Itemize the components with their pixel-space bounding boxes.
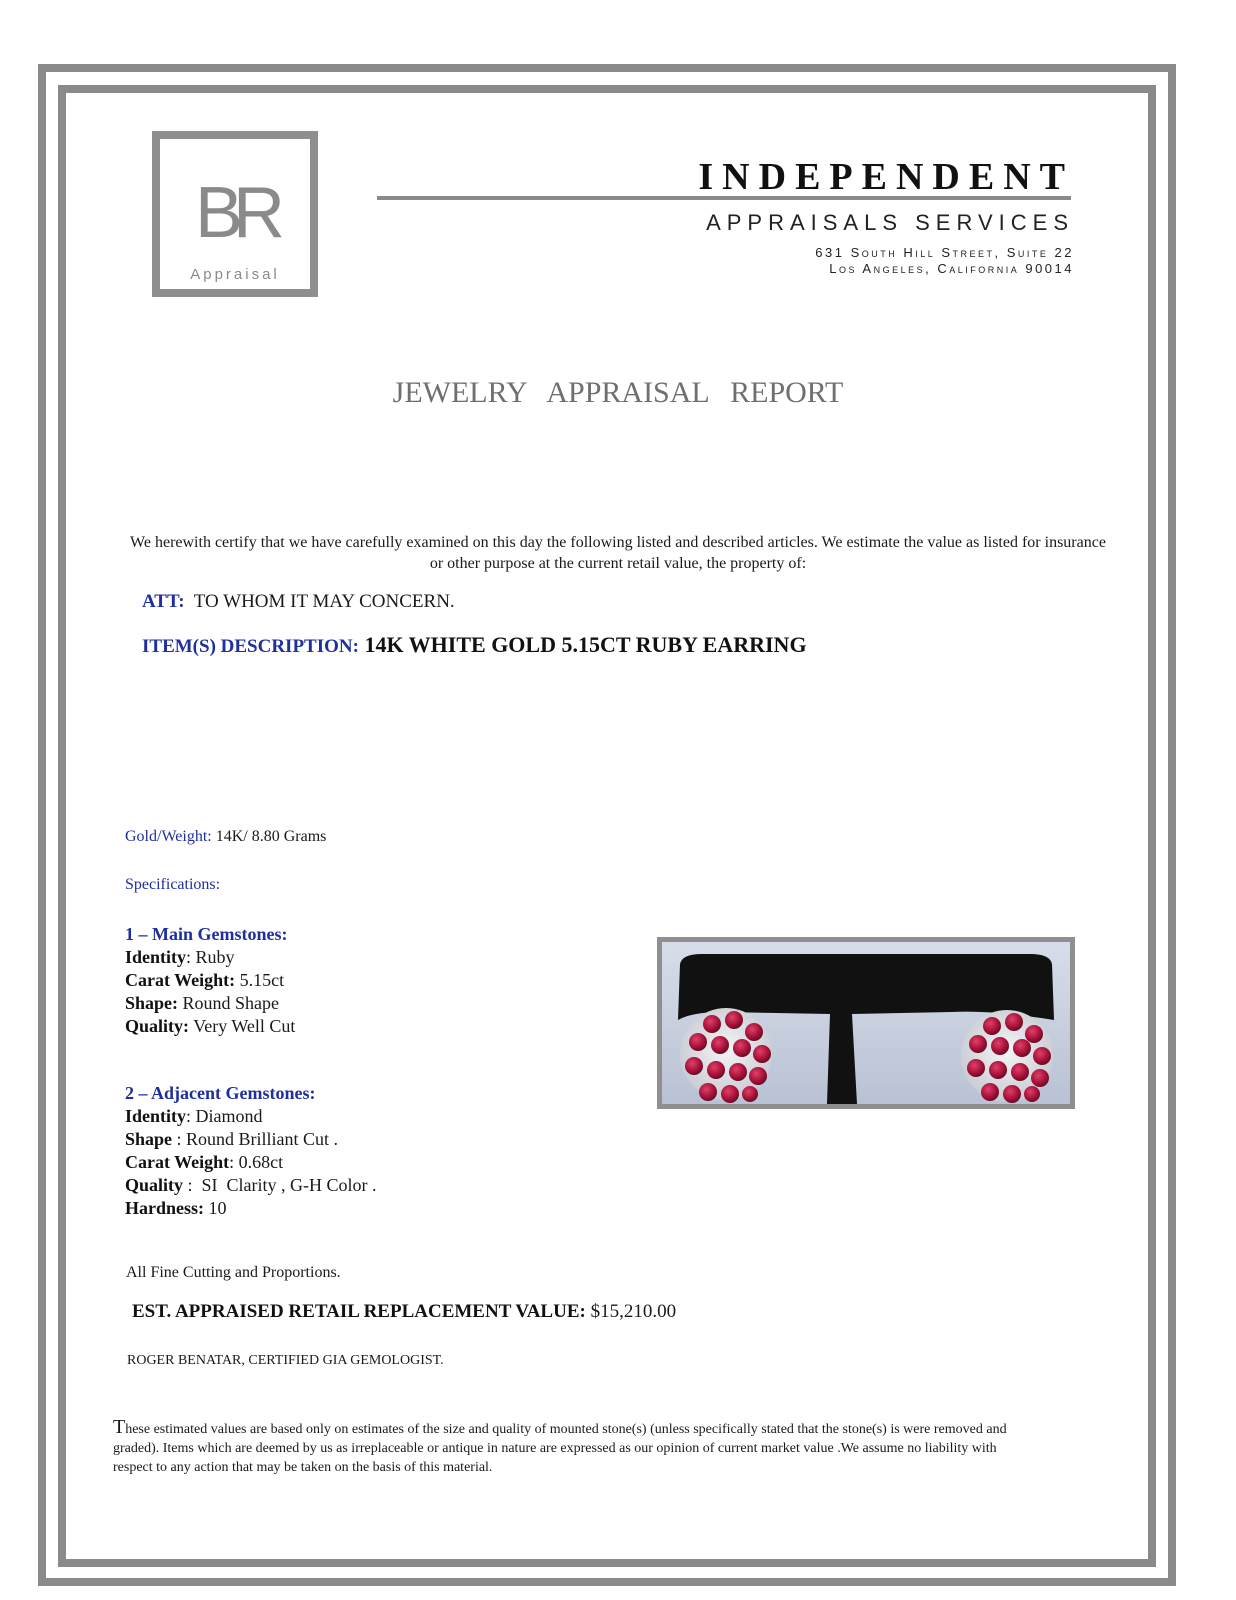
disclaimer bbox=[113, 1418, 1033, 1477]
main-shape-label: Shape: bbox=[125, 993, 179, 1013]
main-shape bbox=[125, 992, 295, 1015]
adjacent-gemstones-heading: 2 – Adjacent Gemstones: bbox=[125, 1083, 316, 1103]
certification-statement: We herewith certify that we have carefully examined on this day the following listed and described articles. We estimate the value as listed for insurance or other purpose at the current retail value, the property of: bbox=[130, 534, 1106, 572]
adj-identity bbox=[125, 1105, 377, 1128]
adj-shape-value: : Round Brilliant Cut . bbox=[172, 1129, 339, 1149]
adj-carat bbox=[125, 1151, 377, 1174]
main-identity-value: : Ruby bbox=[186, 947, 235, 967]
disclaimer-initial: T bbox=[113, 1416, 126, 1438]
adj-hardness-label: Hardness: bbox=[125, 1198, 205, 1218]
estimated-value-amount: $15,210.00 bbox=[590, 1301, 677, 1322]
report-title: JEWELRY APPRAISAL REPORT bbox=[392, 376, 844, 409]
att-line bbox=[142, 591, 455, 613]
item-label: ITEM(S) DESCRIPTION: bbox=[142, 636, 359, 657]
main-shape-value: Round Shape bbox=[182, 993, 280, 1013]
gold-weight-value: 14K/ 8.80 Grams bbox=[215, 828, 327, 845]
address-line-1: 631 South Hill Street, Suite 22 bbox=[815, 245, 1074, 260]
main-gemstones-heading: 1 – Main Gemstones: bbox=[125, 924, 288, 944]
gold-weight-label: Gold/Weight: bbox=[125, 828, 212, 845]
adj-hardness-value: 10 bbox=[208, 1198, 227, 1218]
item-value: 14K WHITE GOLD 5.15CT RUBY EARRING bbox=[364, 632, 807, 657]
adj-quality bbox=[125, 1174, 377, 1197]
adj-shape-label: Shape bbox=[125, 1129, 173, 1149]
adj-quality-label: Quality bbox=[125, 1175, 184, 1195]
specifications-label: Specifications: bbox=[125, 876, 221, 893]
appraisal-logo bbox=[152, 131, 318, 297]
adj-identity-label: Identity bbox=[125, 1106, 187, 1126]
address-line-2: Los Angeles, California 90014 bbox=[829, 261, 1074, 276]
att-label: ATT: bbox=[142, 591, 185, 612]
fine-cutting-note: All Fine Cutting and Proportions. bbox=[126, 1264, 341, 1281]
company-address bbox=[815, 245, 1074, 277]
main-carat-label: Carat Weight: bbox=[125, 970, 236, 990]
att-value: TO WHOM IT MAY CONCERN. bbox=[193, 591, 455, 612]
main-carat bbox=[125, 969, 295, 992]
logo-mark: BR bbox=[194, 173, 276, 253]
main-quality bbox=[125, 1015, 295, 1038]
adj-carat-value: : 0.68ct bbox=[229, 1152, 284, 1172]
estimated-value-label: EST. APPRAISED RETAIL REPLACEMENT VALUE: bbox=[132, 1301, 586, 1322]
estimated-value bbox=[132, 1301, 676, 1323]
inner-border bbox=[58, 85, 1156, 1567]
logo-word: Appraisal bbox=[190, 266, 280, 283]
main-carat-value: 5.15ct bbox=[239, 970, 285, 990]
item-description bbox=[142, 632, 807, 658]
main-identity-label: Identity bbox=[125, 947, 187, 967]
main-quality-value: Very Well Cut bbox=[193, 1016, 296, 1036]
main-identity bbox=[125, 946, 295, 969]
company-subtitle: APPRAISALS SERVICES bbox=[706, 210, 1074, 235]
adjacent-gemstones bbox=[125, 1082, 377, 1220]
adj-quality-value: : SI Clarity , G-H Color . bbox=[183, 1175, 377, 1195]
adj-hardness bbox=[125, 1197, 377, 1220]
main-quality-label: Quality: bbox=[125, 1016, 190, 1036]
adj-identity-value: : Diamond bbox=[186, 1106, 263, 1126]
company-name: INDEPENDENT bbox=[698, 156, 1074, 198]
main-gemstones bbox=[125, 923, 295, 1038]
gemologist-signature-line: ROGER BENATAR, CERTIFIED GIA GEMOLOGIST. bbox=[127, 1353, 444, 1368]
adj-carat-label: Carat Weight bbox=[125, 1152, 230, 1172]
gold-weight bbox=[125, 828, 326, 846]
earring-photo bbox=[657, 937, 1075, 1109]
earring-photo-illustration bbox=[662, 942, 1070, 1104]
disclaimer-text: hese estimated values are based only on estimates of the size and quality of mounted stone(s) (unless specifically stated that the stone(s) is were removed and graded). Items which are deemed by us as irreplaceable or antique in nature are expressed as our opinion of current market value .We assume no liability with respect to any action that may be taken on the basis of this material. bbox=[113, 1422, 1007, 1475]
adj-shape bbox=[125, 1128, 377, 1151]
